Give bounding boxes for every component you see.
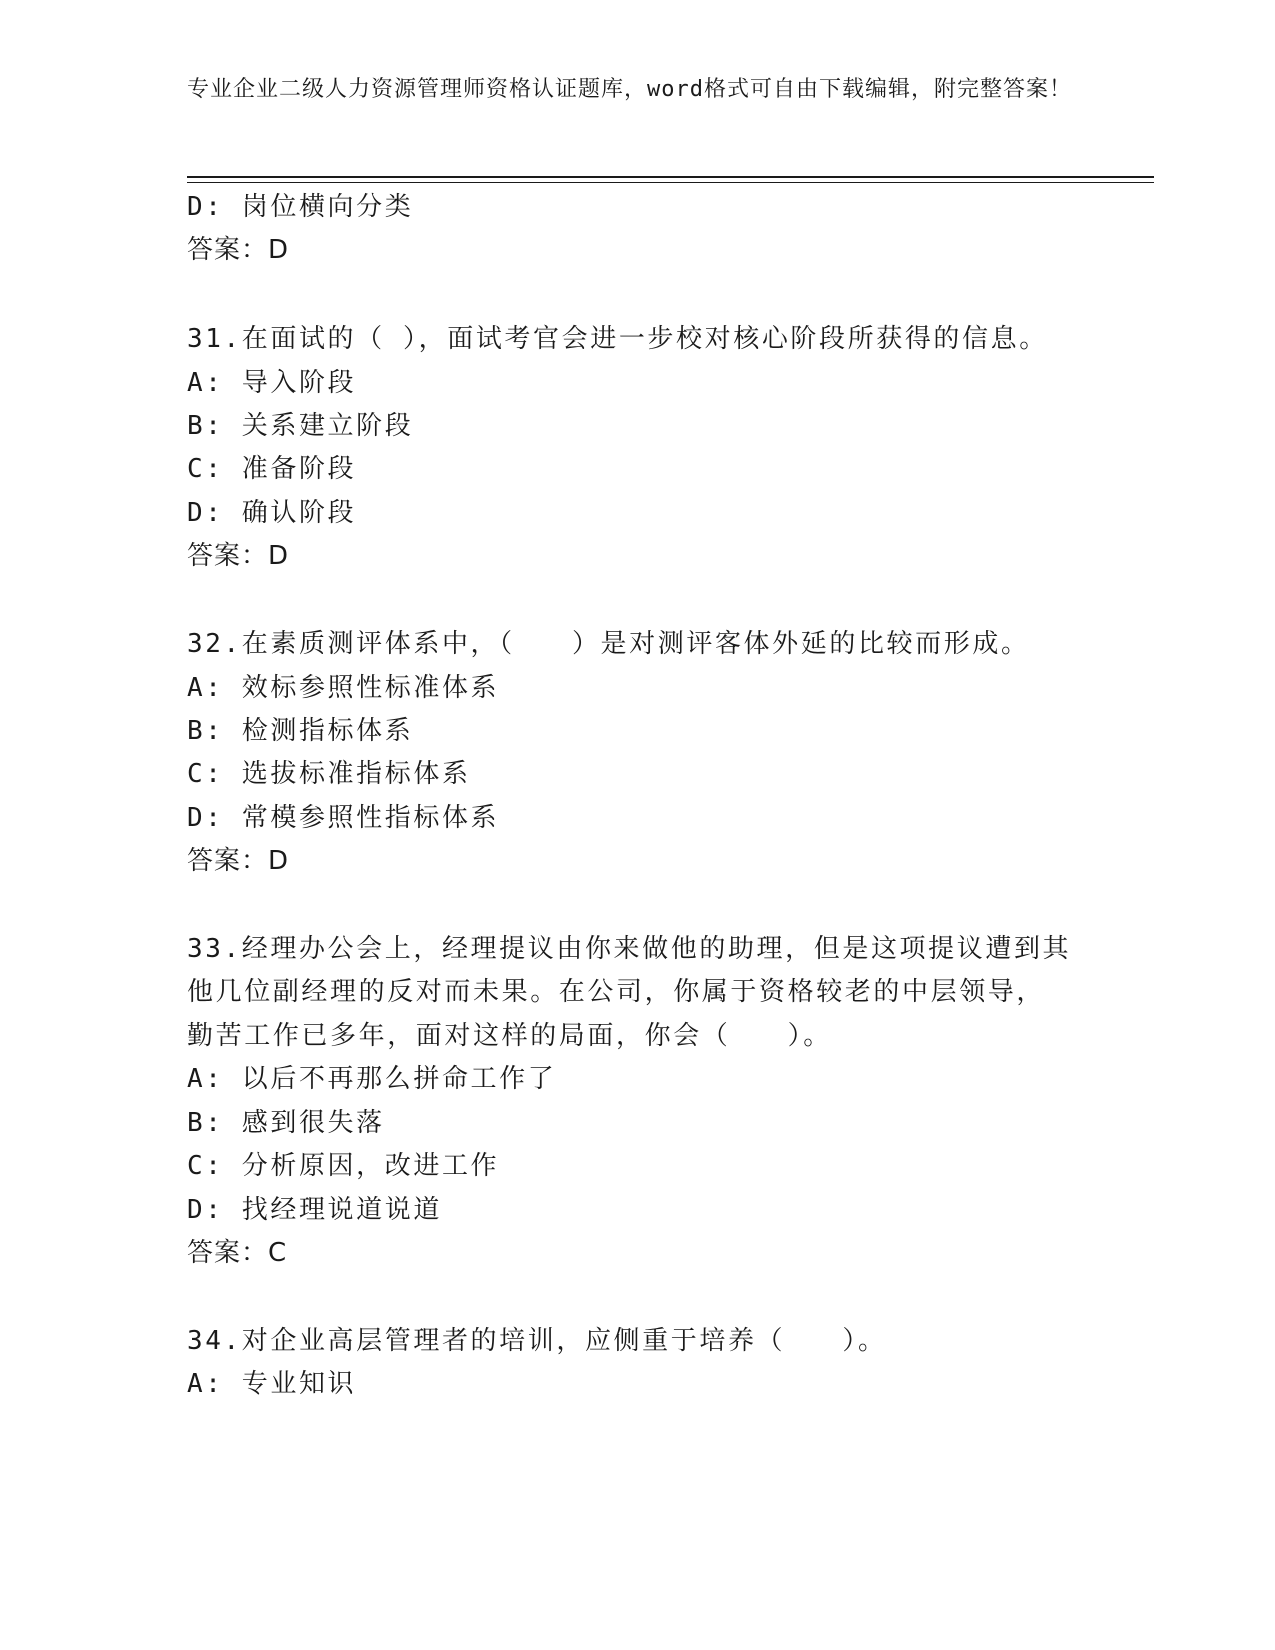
q31-option-a: A: 导入阶段	[187, 368, 357, 398]
header-divider-thin	[187, 182, 1154, 183]
q33-option-a: A: 以后不再那么拼命工作了	[187, 1064, 557, 1094]
q33-stem-line-3: 勤苦工作已多年，面对这样的局面，你会（ ）。	[187, 1021, 832, 1051]
header-divider-thick	[187, 176, 1154, 178]
q33-option-d: D: 找经理说道说道	[187, 1195, 442, 1225]
q31-answer: 答案：D	[187, 541, 290, 571]
q32-answer: 答案：D	[187, 846, 290, 876]
q32-option-d: D: 常模参照性指标体系	[187, 803, 500, 833]
q33-option-c: C: 分析原因，改进工作	[187, 1151, 500, 1181]
prev-option-d: D: 岗位横向分类	[187, 192, 414, 222]
q34-option-a: A: 专业知识	[187, 1369, 357, 1399]
q31-option-d: D: 确认阶段	[187, 498, 357, 528]
q33-stem-line-1: 33.经理办公会上，经理提议由你来做他的助理，但是这项提议遭到其	[187, 934, 1072, 964]
q34-stem: 34.对企业高层管理者的培训，应侧重于培养（ ）。	[187, 1326, 887, 1356]
q32-option-b: B: 检测指标体系	[187, 716, 414, 746]
q31-option-b: B: 关系建立阶段	[187, 411, 414, 441]
q33-stem-line-2: 他几位副经理的反对而未果。在公司，你属于资格较老的中层领导，	[187, 977, 1046, 1007]
q33-option-b: B: 感到很失落	[187, 1108, 385, 1138]
q32-option-c: C: 选拔标准指标体系	[187, 759, 471, 789]
q32-option-a: A: 效标参照性标准体系	[187, 673, 500, 703]
page-header-title: 专业企业二级人力资源管理师资格认证题库，word格式可自由下载编辑，附完整答案！	[187, 77, 1072, 102]
q33-answer: 答案：C	[187, 1238, 288, 1268]
q31-stem: 31.在面试的（ ），面试考官会进一步校对核心阶段所获得的信息。	[187, 324, 1048, 354]
q32-stem: 32.在素质测评体系中，（ ）是对测评客体外延的比较而形成。	[187, 629, 1030, 659]
q31-option-c: C: 准备阶段	[187, 454, 357, 484]
prev-answer: 答案：D	[187, 235, 290, 265]
